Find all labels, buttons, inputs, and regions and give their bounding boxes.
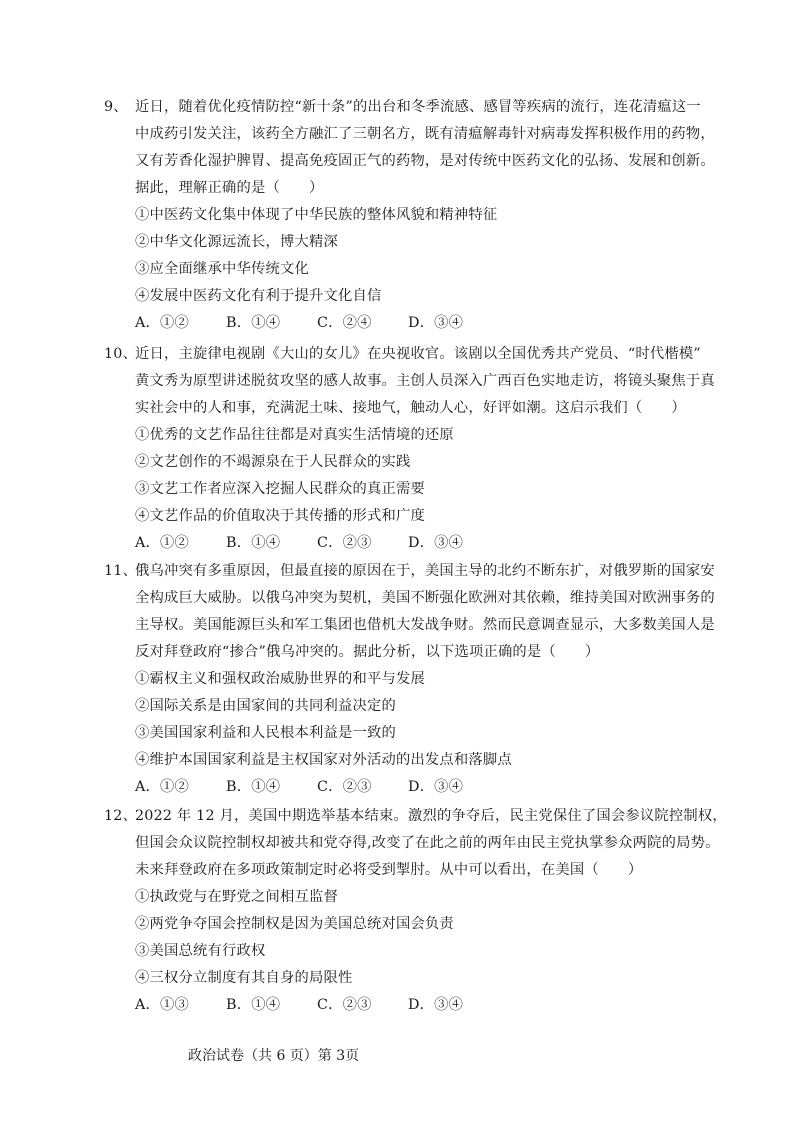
answer-choices (104, 774, 704, 801)
question-text: 未来拜登政府在多项政策制定时必将受到掣肘。从中可以看出，在美国（ ） (135, 862, 643, 878)
choice-d[interactable]: D．③④ (408, 315, 464, 331)
choice-a[interactable]: A．①② (135, 535, 190, 551)
option-text: ④维护本国国家利益是主权国家对外活动的出发点和落脚点 (135, 752, 512, 768)
question-text: 实社会中的人和事，充满泥土味、接地气，触动人心，好评如潮。这启示我们（ ） (135, 400, 686, 416)
question-stem-line (104, 558, 715, 585)
option-text: ②文艺创作的不竭源泉在于人民群众的实践 (135, 454, 411, 470)
option-item (104, 938, 704, 965)
option-text: ③应全面继承中华传统文化 (135, 261, 309, 277)
option-item (104, 747, 704, 774)
answer-choices (104, 530, 704, 557)
question-11 (104, 558, 715, 801)
page-footer: 政治试卷（共 6 页）第 3页 (188, 1048, 360, 1064)
option-item (104, 449, 704, 476)
option-text: ①霸权主义和强权政治威胁世界的和平与发展 (135, 671, 425, 687)
option-item (104, 503, 704, 530)
option-item (104, 693, 704, 720)
answer-choices (104, 310, 704, 337)
question-text: 全构成巨大威胁。以俄乌冲突为契机，美国不断强化欧洲对其依赖，维持美国对欧洲事务的 (135, 590, 715, 606)
question-number: 10、 (104, 346, 138, 362)
question-text: 反对拜登政府“掺合”俄乌冲突的。据此分析，以下选项正确的是（ ） (135, 644, 600, 660)
question-stem-line (104, 148, 715, 175)
answer-choices (104, 992, 704, 1019)
question-stem-line (104, 121, 715, 148)
option-text: ③文艺工作者应深入挖掘人民群众的真正需要 (135, 481, 425, 497)
choice-a[interactable]: A．①③ (135, 997, 190, 1013)
question-text: 黄文秀为原型讲述脱贫攻坚的感人故事。主创人员深入广西百色实地走访，将镜头聚焦于真 (135, 373, 715, 389)
question-stem-line (104, 803, 727, 830)
question-number: 9、 (104, 99, 128, 115)
option-item (104, 256, 704, 283)
question-text: 中成药引发关注，该药全方融汇了三朝名方，既有清瘟解毒针对病毒发挥积极作用的药物， (135, 126, 715, 142)
option-text: ④发展中医药文化有利于提升文化自信 (135, 288, 382, 304)
option-text: ①优秀的文艺作品往往都是对真实生活情境的还原 (135, 427, 454, 443)
option-text: ①执政党与在野党之间相互监督 (135, 889, 338, 905)
choice-c[interactable]: C．②④ (317, 315, 372, 331)
choice-d[interactable]: D．③④ (408, 779, 464, 795)
option-item (104, 229, 704, 256)
choice-d[interactable]: D．③④ (408, 535, 464, 551)
question-stem-line (104, 175, 704, 202)
question-stem-line (104, 612, 715, 639)
option-text: ①中医药文化集中体现了中华民族的整体风貌和精神特征 (135, 207, 498, 223)
choice-b[interactable]: B．①④ (226, 315, 281, 331)
option-text: ②中华文化源远流长，博大精深 (135, 234, 338, 250)
choice-d[interactable]: D．③④ (408, 997, 464, 1013)
option-item (104, 720, 704, 747)
question-number: 12、 (104, 808, 138, 824)
option-text: ③美国国家利益和人民根本利益是一致的 (135, 725, 396, 741)
question-number: 11、 (104, 563, 138, 579)
question-stem-line (104, 395, 704, 422)
option-item (104, 476, 704, 503)
option-item (104, 884, 704, 911)
choice-b[interactable]: B．①④ (226, 997, 281, 1013)
question-stem-line (104, 830, 720, 857)
question-text: 近日，随着优化疫情防控“新十条”的出台和冬季流感、感冒等疾病的流行，连花清瘟这一 (135, 99, 701, 115)
question-stem-line (104, 857, 704, 884)
option-item (104, 965, 704, 992)
question-text: 近日，主旋律电视剧《大山的女儿》在央视收官。该剧以全国优秀共产党员、“时代楷模” (135, 346, 701, 362)
choice-c[interactable]: C．②③ (317, 535, 372, 551)
option-item (104, 202, 704, 229)
choice-b[interactable]: B．①④ (226, 779, 281, 795)
option-text: ④三权分立制度有其自身的局限性 (135, 970, 353, 986)
question-stem-line (104, 368, 715, 395)
choice-a[interactable]: A．①② (135, 779, 190, 795)
question-12 (104, 803, 727, 1019)
question-stem-line (104, 639, 704, 666)
choice-b[interactable]: B．①④ (226, 535, 281, 551)
option-text: ②两党争夺国会控制权是因为美国总统对国会负责 (135, 916, 454, 932)
question-text: 又有芳香化湿护脾胃、提高免疫固正气的药物，是对传统中医药文化的弘扬、发展和创新。 (135, 153, 715, 169)
option-item (104, 422, 704, 449)
option-item (104, 911, 704, 938)
choice-c[interactable]: C．②③ (317, 997, 372, 1013)
question-text: 主导权。美国能源巨头和军工集团也借机大发战争财。然而民意调查显示，大多数美国人是 (135, 617, 715, 633)
option-text: ③美国总统有行政权 (135, 943, 266, 959)
question-9 (104, 94, 715, 337)
question-text: 但国会众议院控制权却被共和党夺得,改变了在此之前的两年由民主党执掌参众两院的局势。 (135, 835, 720, 851)
question-stem-line (104, 585, 715, 612)
choice-c[interactable]: C．②③ (317, 779, 372, 795)
question-stem-line (104, 341, 704, 368)
option-item (104, 283, 704, 310)
option-item (104, 666, 704, 693)
question-stem-line (104, 94, 704, 121)
question-text: 2022 年 12 月，美国中期选举基本结束。激烈的争夺后，民主党保住了国会参议院控制权， (135, 808, 727, 824)
option-text: ②国际关系是由国家间的共同利益决定的 (135, 698, 396, 714)
question-text: 俄乌冲突有多重原因，但最直接的原因在于，美国主导的北约不断东扩，对俄罗斯的国家安 (135, 563, 715, 579)
option-text: ④文艺作品的价值取决于其传播的形式和广度 (135, 508, 425, 524)
choice-a[interactable]: A．①② (135, 315, 190, 331)
question-text: 据此，理解正确的是（ ） (135, 180, 324, 196)
question-10 (104, 341, 715, 557)
